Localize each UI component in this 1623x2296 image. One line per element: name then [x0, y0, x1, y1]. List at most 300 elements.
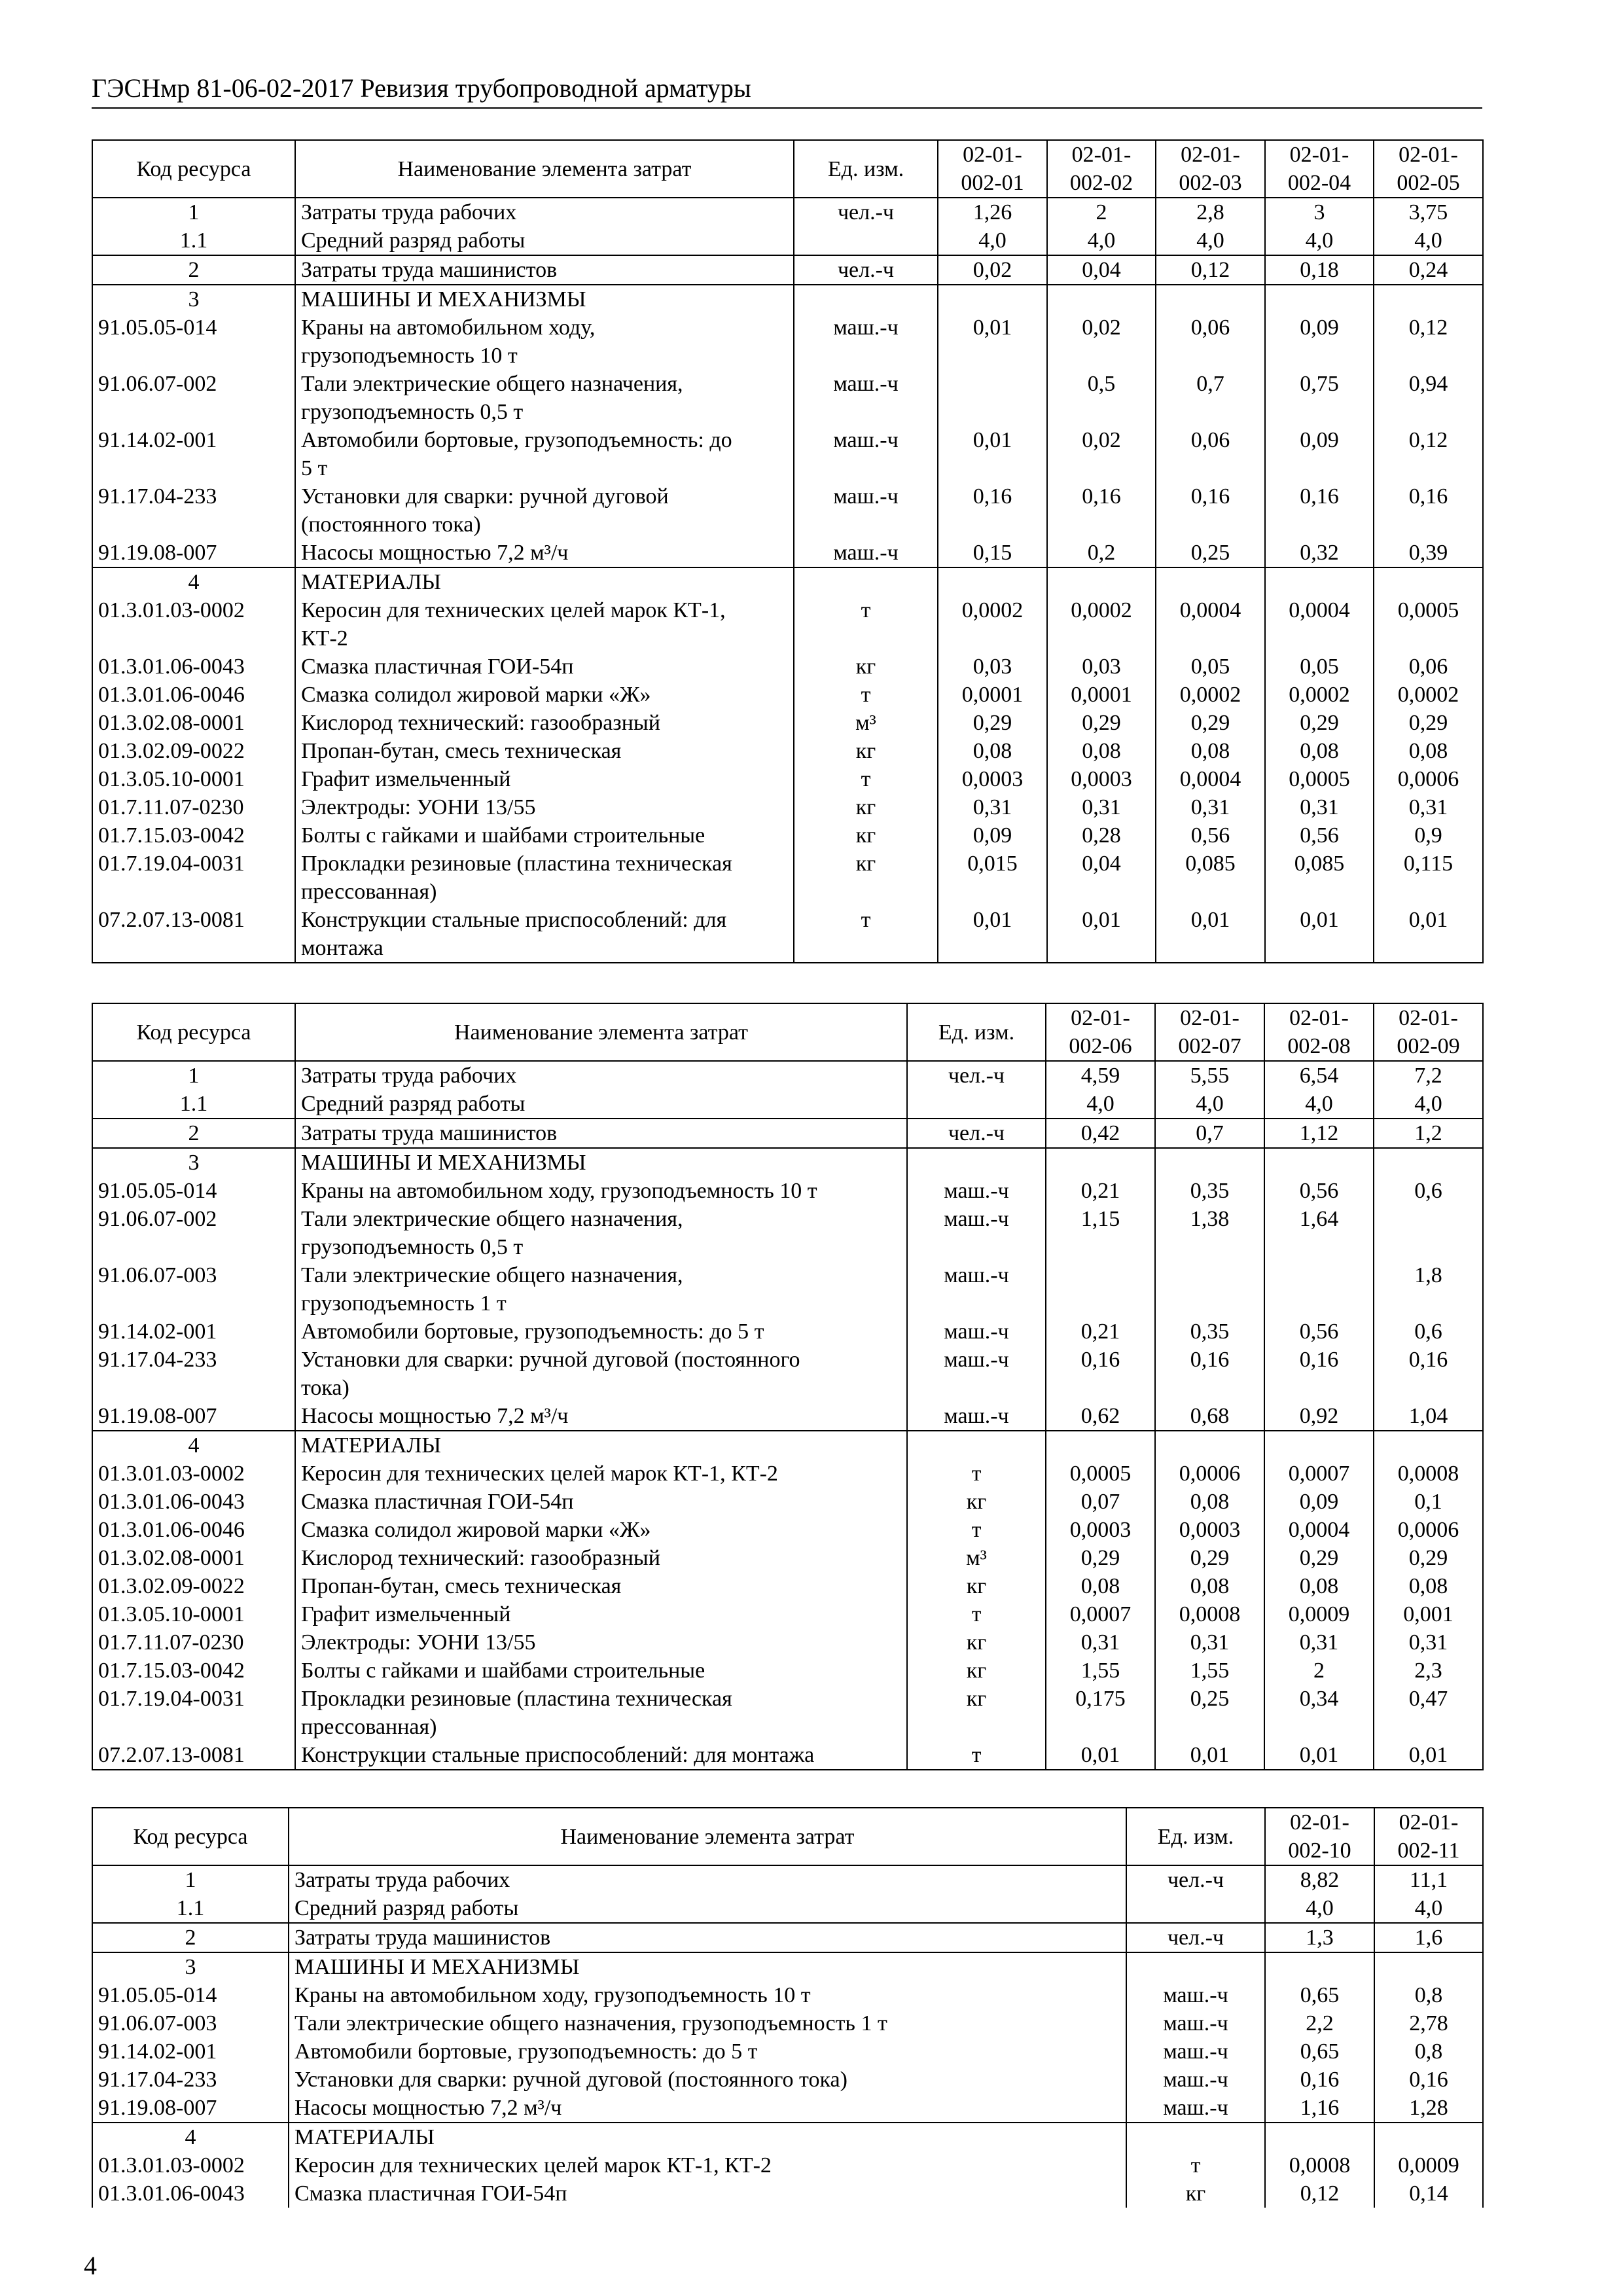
- norm-value: [1046, 1431, 1155, 1460]
- resource-name: Насосы мощностью 7,2 м³/ч: [289, 2094, 1126, 2123]
- norm-value: 4,0: [1374, 1894, 1483, 1923]
- norm-value: 0,35: [1155, 1318, 1264, 1346]
- resource-name: Смазка солидол жировой марки «Ж»: [295, 681, 794, 709]
- norm-value: 0,12: [1156, 255, 1265, 285]
- table-row: [92, 1090, 1483, 1119]
- header-norm-code: 02-01- 002-01: [938, 140, 1047, 198]
- resource-name: Установки для сварки: ручной дуговой (постоянного тока): [289, 2066, 1126, 2094]
- table-row: [92, 765, 1483, 793]
- norm-value: 0,7: [1155, 1119, 1264, 1148]
- resource-name: Автомобили бортовые, грузоподъемность: до 5 т: [295, 1318, 907, 1346]
- table-row: [92, 709, 1483, 737]
- norm-value: 0,0001: [938, 681, 1047, 709]
- norm-value: 2: [1047, 198, 1156, 226]
- resource-unit: т: [907, 1460, 1046, 1488]
- norm-value: 0,31: [1374, 793, 1483, 821]
- resource-unit: маш.-ч: [907, 1205, 1046, 1261]
- header-norm-code: 02-01- 002-06: [1046, 1003, 1155, 1061]
- norm-value: [1156, 567, 1265, 596]
- norm-value: 0,47: [1374, 1685, 1483, 1741]
- norm-value: 0,08: [1374, 737, 1483, 765]
- norm-value: 0,31: [1156, 793, 1265, 821]
- norm-value: 0,05: [1265, 653, 1374, 681]
- norm-value: 0,0006: [1374, 1516, 1483, 1544]
- norm-value: 0,29: [938, 709, 1047, 737]
- norm-value: 0,0003: [1046, 1516, 1155, 1544]
- resource-unit: маш.-ч: [907, 1261, 1046, 1318]
- table-row: [92, 821, 1483, 850]
- norm-value: 0,09: [1264, 1488, 1374, 1516]
- resource-table-1: [92, 139, 1484, 963]
- table-row: [92, 1318, 1483, 1346]
- resource-unit: маш.-ч: [794, 539, 938, 567]
- norm-value: 0,68: [1155, 1402, 1264, 1431]
- table-row: [92, 850, 1483, 906]
- norm-value: 0,31: [1155, 1628, 1264, 1657]
- resource-unit: т: [794, 596, 938, 653]
- resource-unit: кг: [794, 821, 938, 850]
- table-header-row: [92, 140, 1483, 198]
- table-row: [92, 426, 1483, 482]
- header-code: Код ресурса: [92, 1808, 289, 1865]
- norm-value: 0,29: [1265, 709, 1374, 737]
- resource-name: Пропан-бутан, смесь техническая: [295, 737, 794, 765]
- norm-value: 0,16: [1374, 2066, 1483, 2094]
- norm-value: 0,08: [1155, 1488, 1264, 1516]
- resource-name: Установки для сварки: ручной дуговой (постоянного тока): [295, 1346, 907, 1402]
- norm-value: 0,14: [1374, 2179, 1483, 2208]
- resource-name: Тали электрические общего назначения, грузоподъемность 0,5 т: [295, 370, 794, 426]
- table-row: [92, 1148, 1483, 1177]
- table-row: [92, 1205, 1483, 1261]
- norm-value: 1,3: [1265, 1923, 1374, 1952]
- resource-unit: м³: [794, 709, 938, 737]
- norm-value: 0,92: [1264, 1402, 1374, 1431]
- resource-code: 2: [92, 255, 295, 285]
- norm-value: 0,015: [938, 850, 1047, 906]
- resource-code: 07.2.07.13-0081: [92, 1741, 295, 1770]
- table-row: [92, 793, 1483, 821]
- norm-value: 4,0: [1265, 1894, 1374, 1923]
- norm-value: 0,56: [1264, 1318, 1374, 1346]
- norm-value: 0,01: [1265, 906, 1374, 963]
- norm-value: 0,05: [1156, 653, 1265, 681]
- header-norm-code: 02-01- 002-07: [1155, 1003, 1264, 1061]
- table-row: [92, 314, 1483, 370]
- norm-value: 0,0002: [1265, 681, 1374, 709]
- table-row: [92, 2066, 1483, 2094]
- header-norm-code: 02-01- 002-03: [1156, 140, 1265, 198]
- resource-name: Графит измельченный: [295, 765, 794, 793]
- norm-value: 0,31: [1046, 1628, 1155, 1657]
- resource-code: 01.3.01.03-0002: [92, 1460, 295, 1488]
- norm-value: 0,0002: [1156, 681, 1265, 709]
- resource-code: 01.7.15.03-0042: [92, 821, 295, 850]
- norm-value: 0,56: [1264, 1177, 1374, 1205]
- norm-value: 0,29: [1047, 709, 1156, 737]
- table-row: [92, 255, 1483, 285]
- norm-value: [1155, 1148, 1264, 1177]
- resource-code: 1.1: [92, 226, 295, 255]
- resource-unit: [907, 1431, 1046, 1460]
- resource-code: 4: [92, 2123, 289, 2151]
- resource-code: 01.3.01.03-0002: [92, 2151, 289, 2179]
- resource-unit: чел.-ч: [1126, 1923, 1265, 1952]
- norm-value: 1,38: [1155, 1205, 1264, 1261]
- resource-code: 01.3.05.10-0001: [92, 1600, 295, 1628]
- norm-value: 0,02: [938, 255, 1047, 285]
- table-row: [92, 1261, 1483, 1318]
- norm-value: 0,08: [1156, 737, 1265, 765]
- resource-name: Болты с гайками и шайбами строительные: [295, 1657, 907, 1685]
- header-unit: Ед. изм.: [1126, 1808, 1265, 1865]
- norm-value: 0,02: [1047, 314, 1156, 370]
- norm-value: 1,6: [1374, 1923, 1483, 1952]
- resource-name: Насосы мощностью 7,2 м³/ч: [295, 539, 794, 567]
- resource-name: Насосы мощностью 7,2 м³/ч: [295, 1402, 907, 1431]
- resource-code: 91.19.08-007: [92, 2094, 289, 2123]
- norm-value: 0,8: [1374, 1981, 1483, 2009]
- resource-unit: маш.-ч: [794, 482, 938, 539]
- resource-code: 91.05.05-014: [92, 314, 295, 370]
- norm-value: [1156, 285, 1265, 314]
- norm-value: 0,12: [1374, 426, 1483, 482]
- norm-value: 0,09: [938, 821, 1047, 850]
- norm-value: 0,29: [1264, 1544, 1374, 1572]
- resource-code: 1: [92, 1865, 289, 1894]
- resource-code: 01.3.01.06-0046: [92, 1516, 295, 1544]
- table-row: [92, 482, 1483, 539]
- resource-code: 91.17.04-233: [92, 2066, 289, 2094]
- resource-unit: кг: [794, 850, 938, 906]
- norm-value: 4,59: [1046, 1061, 1155, 1090]
- resource-code: 01.3.01.06-0043: [92, 653, 295, 681]
- norm-value: 0,0007: [1046, 1600, 1155, 1628]
- norm-value: 2,3: [1374, 1657, 1483, 1685]
- norm-value: 0,31: [1374, 1628, 1483, 1657]
- table-row: [92, 1628, 1483, 1657]
- table-row: [92, 539, 1483, 567]
- norm-value: [1374, 567, 1483, 596]
- resource-code: 1.1: [92, 1090, 295, 1119]
- resource-code: 01.3.01.06-0043: [92, 1488, 295, 1516]
- norm-value: 0,03: [938, 653, 1047, 681]
- norm-value: 0,0007: [1264, 1460, 1374, 1488]
- norm-value: 0,6: [1374, 1177, 1483, 1205]
- header-norm-code: 02-01- 002-02: [1047, 140, 1156, 198]
- norm-value: 0,9: [1374, 821, 1483, 850]
- table-row: [92, 1865, 1483, 1894]
- resource-unit: кг: [907, 1628, 1046, 1657]
- table-row: [92, 1544, 1483, 1572]
- norm-value: 0,04: [1047, 850, 1156, 906]
- norm-value: 0,39: [1374, 539, 1483, 567]
- norm-value: 0,01: [1046, 1741, 1155, 1770]
- resource-name: Краны на автомобильном ходу, грузоподъемность 10 т: [289, 1981, 1126, 2009]
- resource-name: Тали электрические общего назначения, грузоподъемность 1 т: [289, 2009, 1126, 2037]
- resource-name: Затраты труда рабочих: [289, 1865, 1126, 1894]
- resource-unit: маш.-ч: [907, 1402, 1046, 1431]
- table-row: [92, 653, 1483, 681]
- norm-value: 0,18: [1265, 255, 1374, 285]
- norm-value: 0,001: [1374, 1600, 1483, 1628]
- resource-name: Электроды: УОНИ 13/55: [295, 793, 794, 821]
- resource-name: Керосин для технических целей марок КТ-1, КТ-2: [295, 596, 794, 653]
- table-row: [92, 596, 1483, 653]
- resource-unit: [1126, 1894, 1265, 1923]
- resource-name: Средний разряд работы: [295, 1090, 907, 1119]
- norm-value: 0,0009: [1264, 1600, 1374, 1628]
- norm-value: 0,0006: [1374, 765, 1483, 793]
- table-row: [92, 1402, 1483, 1431]
- norm-value: 0,0005: [1265, 765, 1374, 793]
- resource-table-2: [92, 1003, 1484, 1770]
- norm-value: 0,16: [1374, 1346, 1483, 1402]
- norm-value: 1,2: [1374, 1119, 1483, 1148]
- norm-value: 0,09: [1265, 314, 1374, 370]
- resource-name: Установки для сварки: ручной дуговой (постоянного тока): [295, 482, 794, 539]
- norm-value: 0,0005: [1374, 596, 1483, 653]
- norm-value: 0,31: [938, 793, 1047, 821]
- table-row: [92, 370, 1483, 426]
- resource-code: 2: [92, 1923, 289, 1952]
- norm-value: 0,12: [1265, 2179, 1374, 2208]
- norm-value: 0,65: [1265, 1981, 1374, 2009]
- norm-value: 0,01: [1047, 906, 1156, 963]
- table-row: [92, 285, 1483, 314]
- resource-code: 4: [92, 1431, 295, 1460]
- resource-code: 01.3.01.03-0002: [92, 596, 295, 653]
- resource-code: 01.3.05.10-0001: [92, 765, 295, 793]
- norm-value: 0,07: [1046, 1488, 1155, 1516]
- resource-unit: кг: [794, 793, 938, 821]
- norm-value: 0,0003: [938, 765, 1047, 793]
- resource-unit: [794, 226, 938, 255]
- resource-name: Кислород технический: газообразный: [295, 709, 794, 737]
- norm-value: [1374, 1431, 1483, 1460]
- resource-code: 91.14.02-001: [92, 1318, 295, 1346]
- norm-value: 0,01: [938, 314, 1047, 370]
- norm-value: 0,0002: [938, 596, 1047, 653]
- norm-value: 0,08: [1264, 1572, 1374, 1600]
- table-row: [92, 1894, 1483, 1923]
- norm-value: 3: [1265, 198, 1374, 226]
- resource-code: 01.3.02.08-0001: [92, 1544, 295, 1572]
- resource-unit: маш.-ч: [794, 426, 938, 482]
- norm-value: [1046, 1148, 1155, 1177]
- header-norm-code: 02-01- 002-11: [1374, 1808, 1483, 1865]
- header-name: Наименование элемента затрат: [295, 140, 794, 198]
- norm-value: 0,03: [1047, 653, 1156, 681]
- table-header-row: [92, 1808, 1483, 1865]
- resource-unit: чел.-ч: [1126, 1865, 1265, 1894]
- resource-unit: [907, 1148, 1046, 1177]
- table-row: [92, 567, 1483, 596]
- norm-value: 0,15: [938, 539, 1047, 567]
- resource-name: Керосин для технических целей марок КТ-1, КТ-2: [289, 2151, 1126, 2179]
- resource-code: 91.14.02-001: [92, 2037, 289, 2066]
- resource-name: Кислород технический: газообразный: [295, 1544, 907, 1572]
- norm-value: [1265, 567, 1374, 596]
- norm-value: 0,35: [1155, 1177, 1264, 1205]
- norm-value: 4,0: [1264, 1090, 1374, 1119]
- resource-name: Затраты труда машинистов: [289, 1923, 1126, 1952]
- table-row: [92, 2037, 1483, 2066]
- resource-code: 01.3.02.09-0022: [92, 737, 295, 765]
- resource-code: 01.7.19.04-0031: [92, 850, 295, 906]
- resource-code: 01.7.11.07-0230: [92, 793, 295, 821]
- resource-name: Смазка пластичная ГОИ-54п: [295, 1488, 907, 1516]
- norm-value: [1264, 1431, 1374, 1460]
- norm-value: 0,09: [1265, 426, 1374, 482]
- table-row: [92, 1952, 1483, 1981]
- norm-value: 0,0006: [1155, 1460, 1264, 1488]
- norm-value: [938, 285, 1047, 314]
- resource-unit: кг: [794, 737, 938, 765]
- resource-name: МАШИНЫ И МЕХАНИЗМЫ: [295, 1148, 907, 1177]
- norm-value: 1,12: [1264, 1119, 1374, 1148]
- norm-value: 0,08: [1374, 1572, 1483, 1600]
- norm-value: 0,25: [1155, 1685, 1264, 1741]
- norm-value: 0,08: [1046, 1572, 1155, 1600]
- norm-value: 0,65: [1265, 2037, 1374, 2066]
- table-row: [92, 2179, 1483, 2208]
- table-row: [92, 1119, 1483, 1148]
- norm-value: 0,0005: [1046, 1460, 1155, 1488]
- norm-value: [1047, 567, 1156, 596]
- resource-code: 01.3.02.09-0022: [92, 1572, 295, 1600]
- resource-name: Керосин для технических целей марок КТ-1, КТ-2: [295, 1460, 907, 1488]
- norm-value: 0,16: [1155, 1346, 1264, 1402]
- resource-code: 4: [92, 567, 295, 596]
- norm-value: 0,08: [938, 737, 1047, 765]
- resource-unit: [907, 1090, 1046, 1119]
- norm-value: [1374, 1148, 1483, 1177]
- resource-name: Конструкции стальные приспособлений: для монтажа: [295, 906, 794, 963]
- resource-unit: кг: [907, 1572, 1046, 1600]
- table-row: [92, 1981, 1483, 2009]
- header-unit: Ед. изм.: [907, 1003, 1046, 1061]
- resource-name: МАШИНЫ И МЕХАНИЗМЫ: [289, 1952, 1126, 1981]
- norm-value: 0,16: [1264, 1346, 1374, 1402]
- table-row: [92, 2151, 1483, 2179]
- norm-value: 3,75: [1374, 198, 1483, 226]
- resource-name: Смазка солидол жировой марки «Ж»: [295, 1516, 907, 1544]
- table-row: [92, 1741, 1483, 1770]
- norm-value: 0,24: [1374, 255, 1483, 285]
- norm-value: 0,12: [1374, 314, 1483, 370]
- norm-value: 0,56: [1156, 821, 1265, 850]
- norm-value: 4,0: [938, 226, 1047, 255]
- norm-value: 0,01: [938, 426, 1047, 482]
- norm-value: 11,1: [1374, 1865, 1483, 1894]
- norm-value: 0,0002: [1374, 681, 1483, 709]
- norm-value: 0,16: [1046, 1346, 1155, 1402]
- norm-value: [1046, 1261, 1155, 1318]
- norm-value: 4,0: [1265, 226, 1374, 255]
- resource-name: Автомобили бортовые, грузоподъемность: до 5 т: [295, 426, 794, 482]
- norm-value: 0,08: [1155, 1572, 1264, 1600]
- norm-value: 6,54: [1264, 1061, 1374, 1090]
- resource-name: Тали электрические общего назначения, грузоподъемность 1 т: [295, 1261, 907, 1318]
- table-row: [92, 1488, 1483, 1516]
- table-row: [92, 681, 1483, 709]
- norm-value: 4,0: [1046, 1090, 1155, 1119]
- resource-code: 91.06.07-002: [92, 1205, 295, 1261]
- resource-unit: т: [1126, 2151, 1265, 2179]
- resource-code: 91.06.07-003: [92, 2009, 289, 2037]
- norm-value: 4,0: [1047, 226, 1156, 255]
- resource-name: МАТЕРИАЛЫ: [295, 567, 794, 596]
- header-norm-code: 02-01- 002-10: [1265, 1808, 1374, 1865]
- header-norm-code: 02-01- 002-04: [1265, 140, 1374, 198]
- norm-value: 0,1: [1374, 1488, 1483, 1516]
- table-row: [92, 1177, 1483, 1205]
- norm-value: 0,16: [1374, 482, 1483, 539]
- norm-value: [1374, 1205, 1483, 1261]
- resource-code: 1.1: [92, 1894, 289, 1923]
- norm-value: 0,01: [1264, 1741, 1374, 1770]
- norm-value: 1,15: [1046, 1205, 1155, 1261]
- resource-unit: маш.-ч: [1126, 2037, 1265, 2066]
- resource-unit: т: [794, 765, 938, 793]
- norm-value: 0,31: [1047, 793, 1156, 821]
- header-code: Код ресурса: [92, 1003, 295, 1061]
- resource-code: 91.06.07-003: [92, 1261, 295, 1318]
- resource-code: 07.2.07.13-0081: [92, 906, 295, 963]
- resource-name: Средний разряд работы: [289, 1894, 1126, 1923]
- resource-code: 01.3.02.08-0001: [92, 709, 295, 737]
- norm-value: 0,94: [1374, 370, 1483, 426]
- norm-value: 0,175: [1046, 1685, 1155, 1741]
- resource-unit: маш.-ч: [1126, 2009, 1265, 2037]
- norm-value: 0,2: [1047, 539, 1156, 567]
- table-row: [92, 1061, 1483, 1090]
- norm-value: 2,78: [1374, 2009, 1483, 2037]
- resource-unit: маш.-ч: [794, 370, 938, 426]
- norm-value: 0,01: [1374, 906, 1483, 963]
- resource-code: 01.3.01.06-0046: [92, 681, 295, 709]
- resource-name: Прокладки резиновые (пластина техническая прессованная): [295, 1685, 907, 1741]
- page-header: ГЭСНмр 81-06-02-2017 Ревизия трубопроводной арматуры: [92, 72, 1482, 109]
- resource-name: МАТЕРИАЛЫ: [289, 2123, 1126, 2151]
- norm-value: 4,0: [1156, 226, 1265, 255]
- norm-value: 8,82: [1265, 1865, 1374, 1894]
- norm-value: 0,28: [1047, 821, 1156, 850]
- resource-code: 91.19.08-007: [92, 539, 295, 567]
- norm-value: 0,085: [1265, 850, 1374, 906]
- resource-unit: маш.-ч: [1126, 2066, 1265, 2094]
- table-row: [92, 1923, 1483, 1952]
- header-norm-code: 02-01- 002-05: [1374, 140, 1483, 198]
- resource-name: Конструкции стальные приспособлений: для монтажа: [295, 1741, 907, 1770]
- resource-name: Смазка пластичная ГОИ-54п: [295, 653, 794, 681]
- table-row: [92, 226, 1483, 255]
- norm-value: [1264, 1148, 1374, 1177]
- norm-value: 0,75: [1265, 370, 1374, 426]
- norm-value: 0,31: [1265, 793, 1374, 821]
- norm-value: 1,16: [1265, 2094, 1374, 2123]
- resource-unit: чел.-ч: [794, 198, 938, 226]
- resource-unit: маш.-ч: [907, 1346, 1046, 1402]
- resource-unit: [1126, 1952, 1265, 1981]
- norm-value: 0,6: [1374, 1318, 1483, 1346]
- norm-value: 0,21: [1046, 1318, 1155, 1346]
- norm-value: 4,0: [1374, 1090, 1483, 1119]
- norm-value: 0,115: [1374, 850, 1483, 906]
- norm-value: 0,02: [1047, 426, 1156, 482]
- header-unit: Ед. изм.: [794, 140, 938, 198]
